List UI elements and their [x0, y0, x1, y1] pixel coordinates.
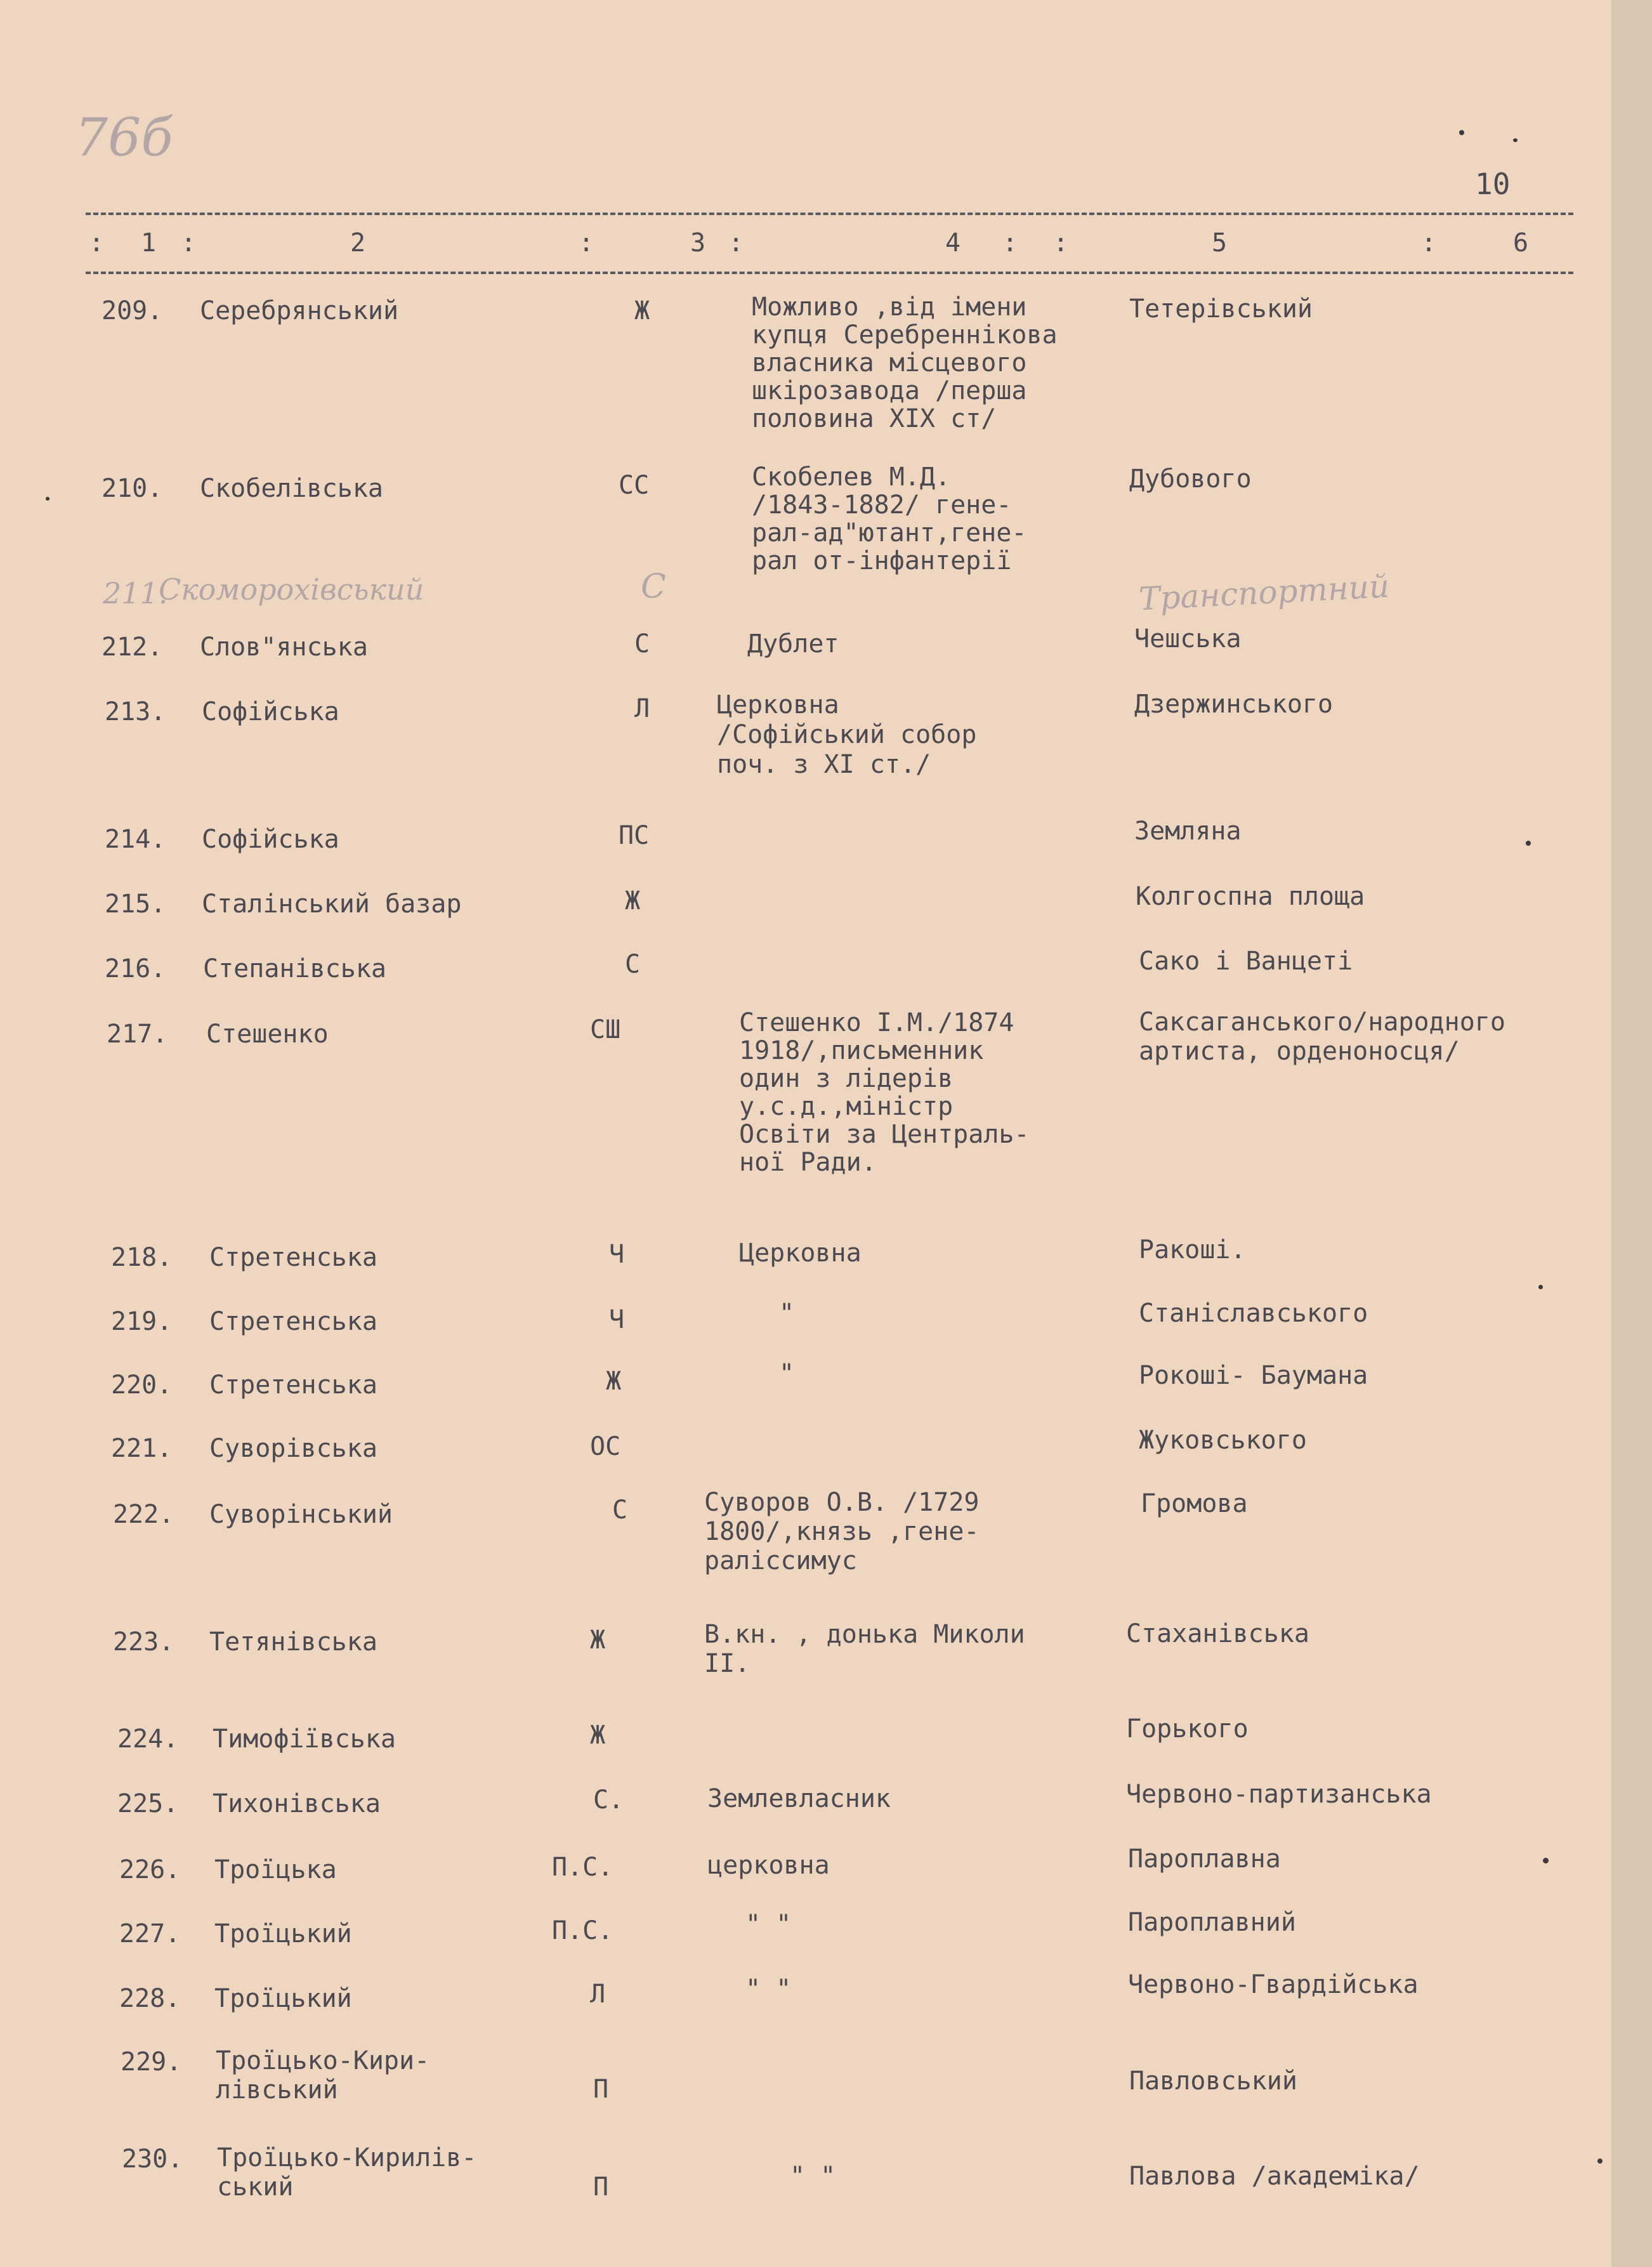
street-name: Скобелівська	[200, 474, 383, 503]
street-type: Л	[634, 694, 650, 723]
street-name: Софійська	[202, 825, 339, 854]
street-name: Серебрянський	[200, 296, 399, 325]
street-type: ПС	[619, 821, 650, 850]
col-sep: :	[1053, 228, 1069, 258]
street-type: С	[625, 950, 641, 979]
street-type: П.С.	[552, 1916, 613, 1945]
street-name: Степанівська	[203, 954, 386, 983]
street-name: Софійська	[202, 697, 339, 726]
street-name: Троїцько-Кири- лівський	[216, 2046, 430, 2105]
renamed-to: Стаханівська	[1126, 1619, 1309, 1648]
name-origin: Церковна	[739, 1239, 862, 1268]
street-name: Тихонівська	[213, 1789, 381, 1818]
col-num-4: 4	[945, 228, 961, 258]
renamed-to: Земляна	[1134, 817, 1242, 846]
street-name: Суворівська	[209, 1434, 377, 1463]
col-sep: :	[89, 228, 105, 258]
paper-speck	[1543, 1858, 1549, 1863]
row-number: 217.	[107, 1020, 168, 1049]
name-origin: Церковна /Софійський собор поч. з XI ст./	[717, 690, 977, 779]
col-sep: :	[1421, 228, 1437, 258]
street-name: Стретенська	[209, 1243, 377, 1272]
row-number: 213.	[105, 697, 166, 726]
col-num-3: 3	[690, 228, 706, 258]
street-name: Суворінський	[209, 1500, 393, 1529]
name-origin: В.кн. , донька Миколи II.	[704, 1620, 1025, 1678]
row-number: 219.	[111, 1307, 173, 1336]
street-name: Троїцька	[214, 1855, 337, 1884]
paper-speck	[46, 497, 49, 501]
renamed-to: Громова	[1141, 1489, 1248, 1518]
sheet-number-handwritten: 76б	[75, 108, 173, 168]
renamed-to: Рокоші- Баумана	[1139, 1361, 1368, 1390]
name-origin: " "	[745, 1910, 792, 1939]
row-number: 218.	[111, 1243, 173, 1272]
street-type: Л	[590, 1980, 606, 2009]
renamed-to: Дубового	[1129, 464, 1252, 494]
row-number: 222.	[113, 1500, 174, 1529]
col-sep: :	[579, 228, 594, 258]
row-number: 227.	[119, 1919, 181, 1948]
paper-speck	[1459, 130, 1464, 135]
street-name: Тимофіївська	[213, 1725, 396, 1754]
renamed-to: Транспортний	[1137, 567, 1391, 618]
col-sep: :	[728, 228, 744, 258]
renamed-to: Ракоші.	[1139, 1235, 1246, 1265]
row-number: 210.	[102, 474, 163, 503]
street-name: Сталінський базар	[202, 890, 462, 919]
street-type: Ж	[590, 1626, 606, 1655]
paper-speck	[1526, 841, 1531, 846]
name-origin: Стешенко І.М./1874 1918/,письменник один з лідерів у.с.д.,міністр Освіти за Централь- ної Ради.	[739, 1008, 1030, 1177]
street-name: Стретенська	[209, 1307, 377, 1336]
name-origin: "	[779, 1299, 795, 1328]
street-name: Стешенко	[206, 1020, 329, 1049]
row-number: 216.	[105, 954, 166, 983]
row-number: 224.	[117, 1725, 179, 1754]
renamed-to: Жуковського	[1139, 1426, 1307, 1455]
renamed-to: Тетерівський	[1129, 294, 1313, 324]
street-type: Ж	[606, 1367, 622, 1396]
row-number: 212.	[102, 633, 163, 662]
renamed-to: Чешська	[1134, 624, 1242, 654]
street-type: С	[612, 1495, 628, 1525]
page-number: 10	[1475, 167, 1511, 201]
street-name: Троїцький	[214, 1984, 352, 2013]
renamed-to: Павловський	[1129, 2067, 1297, 2096]
street-type: Ч	[609, 1305, 625, 1334]
street-name: Стретенська	[209, 1370, 377, 1400]
street-name: Троїцький	[214, 1919, 352, 1948]
row-number: 221.	[111, 1434, 173, 1463]
street-type: П.С.	[552, 1853, 613, 1882]
name-origin: Дублет	[747, 629, 839, 659]
renamed-to: Колгоспна площа	[1136, 882, 1365, 911]
col-sep: :	[181, 228, 197, 258]
renamed-to: Пароплавний	[1128, 1908, 1296, 1937]
street-type: П	[593, 2172, 609, 2202]
renamed-to: Саксаганського/народного артиста, орденоносця/	[1139, 1008, 1505, 1066]
street-name: Тетянівська	[209, 1627, 377, 1657]
street-type: С	[634, 629, 650, 659]
street-name: Слов"янська	[200, 633, 368, 662]
renamed-to: Сако і Ванцеті	[1139, 947, 1353, 976]
row-number: 215.	[105, 890, 166, 919]
renamed-to: Пароплавна	[1128, 1844, 1281, 1874]
renamed-to: Червоно-партизанська	[1126, 1780, 1432, 1809]
street-type: С	[641, 568, 666, 606]
name-origin: Можливо ,від імени купця Серебреннікова власника місцевого шкірозавода /перша половина XIX ст/	[752, 292, 1058, 433]
row-number: 228.	[119, 1984, 181, 2013]
paper-speck	[1597, 2159, 1603, 2164]
name-origin: " "	[745, 1975, 792, 2004]
renamed-to: Горького	[1126, 1714, 1249, 1744]
renamed-to: Дзержинського	[1134, 690, 1334, 719]
col-num-5: 5	[1212, 228, 1228, 258]
name-origin: Землевласник	[707, 1784, 891, 1813]
street-type: Ж	[590, 1721, 606, 1750]
row-number: 223.	[113, 1627, 174, 1657]
street-name: Троїцько-Кирилів- ський	[217, 2143, 477, 2202]
col-sep: :	[1002, 228, 1018, 258]
street-type: С.	[593, 1785, 624, 1815]
paper-speck	[1538, 1285, 1543, 1289]
street-type: Ж	[625, 886, 641, 916]
paper-speck	[1513, 138, 1518, 142]
street-name: Скоморохівський	[159, 572, 424, 607]
street-type: П	[593, 2075, 609, 2104]
street-type: Ч	[609, 1240, 625, 1269]
row-number: 214.	[105, 825, 166, 854]
row-number: 230.	[122, 2145, 183, 2174]
column-header	[0, 227, 1611, 261]
renamed-to: Станіславського	[1139, 1299, 1368, 1328]
street-type: СС	[619, 471, 650, 500]
street-type: Ж	[634, 296, 650, 325]
col-num-2: 2	[350, 228, 366, 258]
row-number: 229.	[121, 2047, 182, 2077]
street-type: СШ	[590, 1015, 621, 1044]
row-number: 220.	[111, 1370, 173, 1400]
scan-edge	[1611, 0, 1652, 2267]
name-origin: Суворов О.В. /1729 1800/,князь ,гене- раліссимус	[704, 1488, 980, 1575]
header-rule-bottom	[86, 272, 1573, 274]
row-number: 225.	[117, 1789, 179, 1818]
name-origin: " "	[790, 2162, 836, 2191]
header-rule-top	[86, 213, 1573, 215]
col-num-1: 1	[141, 228, 157, 258]
street-type: ОС	[590, 1432, 621, 1461]
col-num-6: 6	[1513, 228, 1529, 258]
renamed-to: Павлова /академіка/	[1129, 2162, 1420, 2191]
row-number: 226.	[119, 1855, 181, 1884]
name-origin: церковна	[707, 1851, 830, 1880]
name-origin: Скобелев М.Д. /1843-1882/ гене- рал-ад"ютант,гене- рал от-інфантерії	[752, 463, 1027, 575]
row-number: 211.	[103, 576, 168, 610]
renamed-to: Червоно-Гвардійська	[1128, 1970, 1419, 1999]
name-origin: "	[779, 1359, 795, 1388]
row-number: 209.	[102, 296, 163, 325]
